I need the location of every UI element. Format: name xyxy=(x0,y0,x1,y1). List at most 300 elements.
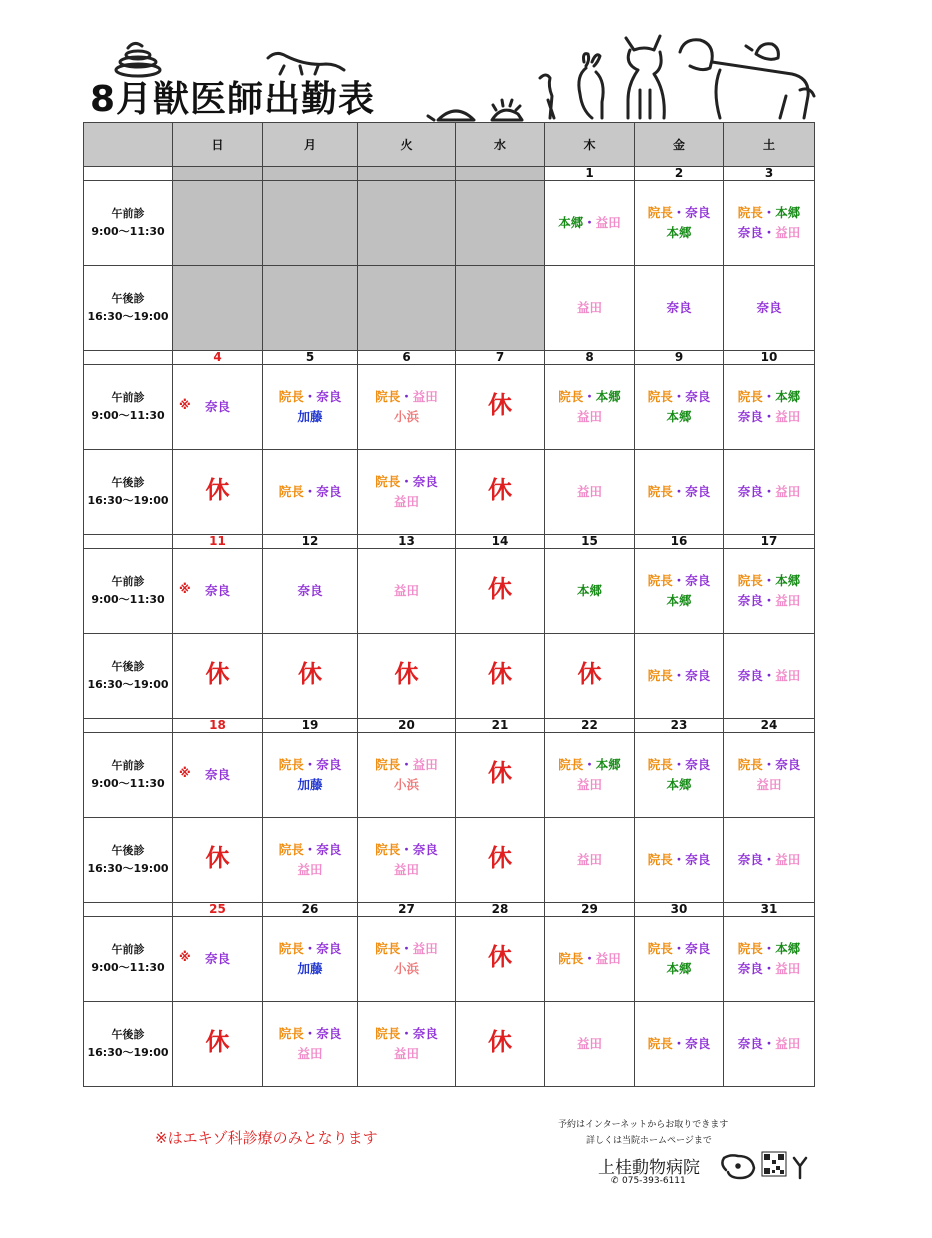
schedule-cell xyxy=(456,917,545,1002)
separator: ・ xyxy=(303,757,317,772)
doctor-name: 本郷 xyxy=(775,941,801,956)
doctor-name: 本郷 xyxy=(595,389,621,404)
am-slot-label xyxy=(84,365,173,450)
doctor-name: 本郷 xyxy=(775,205,801,220)
doctor-name: 奈良 xyxy=(685,484,711,499)
schedule-cell xyxy=(635,733,724,818)
schedule-cell xyxy=(635,450,724,535)
closed-mark: 休 xyxy=(205,1028,230,1056)
schedule-cell xyxy=(456,818,545,903)
weekday-header: 火 xyxy=(358,123,456,167)
closed-mark: 休 xyxy=(577,660,602,688)
separator: ・ xyxy=(583,215,596,230)
doctor-name: 院長 xyxy=(647,668,673,683)
separator: ・ xyxy=(583,757,596,772)
schedule-cell xyxy=(173,450,263,535)
separator: ・ xyxy=(303,941,317,956)
exotic-note: ※はエキゾ科診療のみとなります xyxy=(155,1129,378,1147)
doctor-name: 奈良 xyxy=(316,941,342,956)
schedule-cell xyxy=(545,450,635,535)
schedule-cell xyxy=(358,634,456,719)
schedule-cell xyxy=(263,266,358,351)
clinic-logo xyxy=(720,1148,810,1182)
doctor-name: 院長 xyxy=(737,573,763,588)
date-cell: 28 xyxy=(456,903,545,917)
closed-mark: 休 xyxy=(205,476,230,504)
closed-mark: 休 xyxy=(488,660,512,688)
separator: ・ xyxy=(762,593,776,608)
doctor-name: 小浜 xyxy=(393,777,419,792)
schedule-cell xyxy=(724,365,815,450)
doctor-name: 院長 xyxy=(647,1036,673,1051)
meerkat-icon xyxy=(540,75,554,118)
date-cell: 23 xyxy=(635,719,724,733)
doctor-name: 奈良 xyxy=(297,583,323,598)
cat-icon xyxy=(626,36,664,118)
separator: ・ xyxy=(303,389,317,404)
doctor-name: 院長 xyxy=(737,389,763,404)
schedule-cell xyxy=(635,917,724,1002)
date-cell: 18 xyxy=(173,719,263,733)
schedule-cell xyxy=(545,818,635,903)
doctor-name: 本郷 xyxy=(666,777,692,792)
date-cell: 20 xyxy=(358,719,456,733)
slot-time: 16:30〜19:00 xyxy=(87,494,169,507)
doctor-name: 院長 xyxy=(647,852,673,867)
doctor-name: 本郷 xyxy=(775,389,801,404)
date-cell: 14 xyxy=(456,535,545,549)
doctor-name: 奈良 xyxy=(685,573,711,588)
doctor-name: 奈良 xyxy=(412,1026,438,1041)
separator: ・ xyxy=(303,842,317,857)
date-cell: 30 xyxy=(635,903,724,917)
schedule-cell xyxy=(635,1002,724,1087)
exotic-mark: ※ xyxy=(179,582,191,596)
separator: ・ xyxy=(672,941,686,956)
separator: ・ xyxy=(762,852,776,867)
slot-name: 午後診 xyxy=(111,476,145,489)
slot-time: 16:30〜19:00 xyxy=(87,1046,169,1059)
am-slot-label xyxy=(84,549,173,634)
doctor-name: 本郷 xyxy=(666,409,692,424)
schedule-cell xyxy=(173,1002,263,1087)
doctor-name: 奈良 xyxy=(204,767,230,782)
schedule-cell xyxy=(173,733,263,818)
doctor-name: 奈良 xyxy=(737,852,763,867)
doctor-name: 院長 xyxy=(375,941,401,956)
schedule-cell xyxy=(635,818,724,903)
doctor-name: 奈良 xyxy=(685,852,711,867)
doctor-name: 院長 xyxy=(647,484,673,499)
doctor-name: 益田 xyxy=(595,951,621,966)
schedule-cell xyxy=(545,634,635,719)
date-cell xyxy=(173,167,263,181)
separator: ・ xyxy=(762,573,776,588)
weekday-header: 土 xyxy=(724,123,815,167)
schedule-cell xyxy=(263,181,358,266)
slot-time: 16:30〜19:00 xyxy=(87,862,169,875)
slot-time: 16:30〜19:00 xyxy=(87,310,169,323)
schedule-cell xyxy=(545,917,635,1002)
schedule-cell xyxy=(263,634,358,719)
date-cell xyxy=(358,167,456,181)
slot-name: 午前診 xyxy=(111,759,145,772)
slot-name: 午前診 xyxy=(111,575,145,588)
doctor-name: 院長 xyxy=(558,757,584,772)
rabbit-icon xyxy=(579,54,603,118)
schedule-cell xyxy=(724,634,815,719)
schedule-cell xyxy=(358,365,456,450)
closed-mark: 休 xyxy=(298,660,322,688)
doctor-name: 益田 xyxy=(775,1036,801,1051)
doctor-name: 益田 xyxy=(412,757,438,772)
doctor-name: 益田 xyxy=(775,593,801,608)
doctor-name: 院長 xyxy=(375,474,401,489)
doctor-name: 本郷 xyxy=(666,961,692,976)
doctor-name: 院長 xyxy=(647,573,673,588)
schedule-cell xyxy=(724,450,815,535)
doctor-name: 奈良 xyxy=(204,583,230,598)
date-cell: 11 xyxy=(173,535,263,549)
doctor-name: 院長 xyxy=(375,1026,401,1041)
schedule-cell xyxy=(173,549,263,634)
schedule-cell xyxy=(456,266,545,351)
slot-name: 午前診 xyxy=(111,391,145,404)
doctor-name: 奈良 xyxy=(685,205,711,220)
pm-slot-label xyxy=(84,634,173,719)
am-slot-label xyxy=(84,917,173,1002)
exotic-mark: ※ xyxy=(179,766,191,780)
doctor-name: 益田 xyxy=(576,1036,602,1051)
schedule-cell xyxy=(263,365,358,450)
slot-name: 午後診 xyxy=(111,844,145,857)
separator: ・ xyxy=(400,757,413,772)
closed-mark: 休 xyxy=(205,844,230,872)
doctor-name: 奈良 xyxy=(316,757,342,772)
doctor-name: 院長 xyxy=(278,757,304,772)
doctor-name: 奈良 xyxy=(737,668,763,683)
schedule-cell xyxy=(358,818,456,903)
doctor-name: 益田 xyxy=(576,852,602,867)
am-slot-label xyxy=(84,181,173,266)
doctor-name: 奈良 xyxy=(737,961,763,976)
schedule-cell xyxy=(263,1002,358,1087)
weekday-header: 木 xyxy=(545,123,635,167)
schedule-cell xyxy=(545,549,635,634)
doctor-name: 院長 xyxy=(375,757,401,772)
weekday-header: 日 xyxy=(173,123,263,167)
closed-mark: 休 xyxy=(205,660,230,688)
schedule-cell xyxy=(173,917,263,1002)
doctor-name: 奈良 xyxy=(685,389,711,404)
doctor-name: 奈良 xyxy=(756,300,782,315)
doctor-name: 院長 xyxy=(375,842,401,857)
date-cell: 16 xyxy=(635,535,724,549)
header-corner xyxy=(84,123,173,167)
date-cell: 4 xyxy=(173,351,263,365)
slot-time: 9:00〜11:30 xyxy=(91,961,165,974)
doctor-name: 益田 xyxy=(775,409,801,424)
schedule-cell xyxy=(173,266,263,351)
doctor-name: 本郷 xyxy=(666,593,692,608)
date-cell: 17 xyxy=(724,535,815,549)
schedule-cell xyxy=(456,634,545,719)
closed-mark: 休 xyxy=(394,660,419,688)
schedule-cell xyxy=(545,365,635,450)
doctor-name: 益田 xyxy=(412,389,438,404)
date-cell: 13 xyxy=(358,535,456,549)
doctor-name: 奈良 xyxy=(737,225,763,240)
doctor-name: 益田 xyxy=(756,777,782,792)
clinic-phone: 075-393-6111 xyxy=(622,1176,686,1186)
doctor-name: 院長 xyxy=(278,484,304,499)
weekday-header: 金 xyxy=(635,123,724,167)
schedule-cell xyxy=(456,450,545,535)
separator: ・ xyxy=(762,409,776,424)
date-cell: 27 xyxy=(358,903,456,917)
homepage-note: 詳しくは当院ホームページまで xyxy=(586,1136,712,1146)
separator: ・ xyxy=(400,842,413,857)
separator: ・ xyxy=(672,757,686,772)
schedule-cell xyxy=(724,266,815,351)
separator: ・ xyxy=(303,484,317,499)
schedule-cell xyxy=(456,1002,545,1087)
schedule-cell xyxy=(173,634,263,719)
doctor-name: 本郷 xyxy=(666,225,692,240)
separator: ・ xyxy=(672,852,686,867)
date-cell: 12 xyxy=(263,535,358,549)
schedule-cell xyxy=(456,181,545,266)
snake-icon xyxy=(116,43,160,76)
doctor-name: 益田 xyxy=(297,862,323,877)
doctor-name: 益田 xyxy=(576,484,602,499)
slot-name: 午後診 xyxy=(111,660,145,673)
doctor-name: 奈良 xyxy=(412,474,438,489)
doctor-name: 益田 xyxy=(775,852,801,867)
separator: ・ xyxy=(762,389,776,404)
slot-time: 16:30〜19:00 xyxy=(87,678,169,691)
date-cell: 1 xyxy=(545,167,635,181)
schedule-cell xyxy=(635,266,724,351)
separator: ・ xyxy=(762,961,776,976)
doctor-name: 加藤 xyxy=(297,777,323,792)
doctor-name: 益田 xyxy=(412,941,438,956)
doctor-name: 奈良 xyxy=(685,668,711,683)
schedule-cell xyxy=(724,549,815,634)
separator: ・ xyxy=(672,205,686,220)
separator: ・ xyxy=(400,941,413,956)
separator: ・ xyxy=(762,484,776,499)
date-row-label xyxy=(84,167,173,181)
schedule-cell xyxy=(724,181,815,266)
hedgehog-icon xyxy=(492,100,522,120)
doctor-name: 奈良 xyxy=(412,842,438,857)
doctor-name: 本郷 xyxy=(558,215,584,230)
weekday-header: 月 xyxy=(263,123,358,167)
doctor-name: 加藤 xyxy=(297,961,323,976)
doctor-name: 益田 xyxy=(775,961,801,976)
exotic-mark: ※ xyxy=(179,950,191,964)
date-cell xyxy=(263,167,358,181)
separator: ・ xyxy=(400,389,413,404)
doctor-name: 益田 xyxy=(393,1046,419,1061)
doctor-name: 奈良 xyxy=(204,951,230,966)
separator: ・ xyxy=(762,757,776,772)
doctor-name: 院長 xyxy=(375,389,401,404)
closed-mark: 休 xyxy=(488,759,512,787)
separator: ・ xyxy=(762,941,776,956)
bird-icon xyxy=(746,44,778,60)
doctor-name: 奈良 xyxy=(666,300,692,315)
doctor-name: 本郷 xyxy=(775,573,801,588)
date-cell: 19 xyxy=(263,719,358,733)
doctor-name: 奈良 xyxy=(316,842,342,857)
date-cell: 9 xyxy=(635,351,724,365)
schedule-cell xyxy=(456,733,545,818)
schedule-cell xyxy=(358,549,456,634)
doctor-name: 小浜 xyxy=(393,961,419,976)
schedule-cell xyxy=(635,365,724,450)
slot-time: 9:00〜11:30 xyxy=(91,225,165,238)
doctor-name: 小浜 xyxy=(393,409,419,424)
closed-mark: 休 xyxy=(488,844,512,872)
schedule-cell xyxy=(545,181,635,266)
closed-mark: 休 xyxy=(488,575,512,603)
doctor-name: 益田 xyxy=(576,300,602,315)
doctor-name: 益田 xyxy=(775,484,801,499)
date-row-label xyxy=(84,351,173,365)
doctor-name: 益田 xyxy=(775,668,801,683)
schedule-cell xyxy=(545,733,635,818)
schedule-cell xyxy=(173,365,263,450)
separator: ・ xyxy=(400,474,413,489)
doctor-name: 院長 xyxy=(558,389,584,404)
schedule-cell xyxy=(358,733,456,818)
schedule-cell xyxy=(724,818,815,903)
separator: ・ xyxy=(400,1026,413,1041)
date-cell: 6 xyxy=(358,351,456,365)
doctor-name: 奈良 xyxy=(685,941,711,956)
doctor-name: 益田 xyxy=(393,494,419,509)
separator: ・ xyxy=(762,1036,776,1051)
phone-icon: ✆ xyxy=(611,1176,619,1186)
separator: ・ xyxy=(583,389,596,404)
slot-name: 午後診 xyxy=(111,1028,145,1041)
pm-slot-label xyxy=(84,450,173,535)
doctor-name: 奈良 xyxy=(775,757,801,772)
doctor-name: 奈良 xyxy=(204,399,230,414)
date-cell: 7 xyxy=(456,351,545,365)
date-cell: 15 xyxy=(545,535,635,549)
slot-time: 9:00〜11:30 xyxy=(91,409,165,422)
lizard-icon xyxy=(268,53,344,74)
doctor-name: 益田 xyxy=(775,225,801,240)
am-slot-label xyxy=(84,733,173,818)
doctor-name: 院長 xyxy=(737,941,763,956)
schedule-cell xyxy=(635,549,724,634)
schedule-cell xyxy=(635,634,724,719)
schedule-cell xyxy=(456,365,545,450)
doctor-name: 院長 xyxy=(737,757,763,772)
date-cell: 26 xyxy=(263,903,358,917)
closed-mark: 休 xyxy=(488,1028,512,1056)
doctor-name: 奈良 xyxy=(737,484,763,499)
closed-mark: 休 xyxy=(488,391,512,419)
separator: ・ xyxy=(672,573,686,588)
closed-mark: 休 xyxy=(488,476,512,504)
date-cell: 8 xyxy=(545,351,635,365)
dog-logo-icon xyxy=(722,1155,754,1178)
doctor-name: 益田 xyxy=(595,215,621,230)
date-cell: 25 xyxy=(173,903,263,917)
doctor-name: 奈良 xyxy=(737,593,763,608)
schedule-cell xyxy=(724,1002,815,1087)
date-row-label xyxy=(84,719,173,733)
turtle-icon xyxy=(428,111,474,120)
slot-name: 午前診 xyxy=(111,207,145,220)
date-cell: 10 xyxy=(724,351,815,365)
schedule-cell xyxy=(358,450,456,535)
doctor-name: 院長 xyxy=(647,941,673,956)
doctor-name: 益田 xyxy=(576,777,602,792)
separator: ・ xyxy=(672,484,686,499)
slot-name: 午後診 xyxy=(111,292,145,305)
exotic-mark: ※ xyxy=(179,398,191,412)
date-row-label xyxy=(84,535,173,549)
date-row-label xyxy=(84,903,173,917)
schedule-cell xyxy=(173,818,263,903)
doctor-name: 院長 xyxy=(737,205,763,220)
doctor-name: 院長 xyxy=(558,951,584,966)
schedule-cell xyxy=(263,549,358,634)
doctor-name: 奈良 xyxy=(316,1026,342,1041)
separator: ・ xyxy=(672,668,686,683)
slot-time: 9:00〜11:30 xyxy=(91,593,165,606)
schedule-cell xyxy=(358,917,456,1002)
doctor-name: 奈良 xyxy=(685,1036,711,1051)
dog-icon xyxy=(680,40,814,118)
weekday-header: 水 xyxy=(456,123,545,167)
date-cell: 22 xyxy=(545,719,635,733)
date-cell: 29 xyxy=(545,903,635,917)
date-cell: 3 xyxy=(724,167,815,181)
separator: ・ xyxy=(672,389,686,404)
separator: ・ xyxy=(762,205,776,220)
schedule-cell xyxy=(358,266,456,351)
date-cell: 5 xyxy=(263,351,358,365)
doctor-name: 益田 xyxy=(393,862,419,877)
clinic-name: 上桂動物病院 xyxy=(598,1158,700,1178)
schedule-cell xyxy=(358,1002,456,1087)
slot-name: 午前診 xyxy=(111,943,145,956)
doctor-name: 奈良 xyxy=(316,389,342,404)
pm-slot-label xyxy=(84,818,173,903)
schedule-cell xyxy=(358,181,456,266)
schedule-cell xyxy=(545,266,635,351)
pm-slot-label xyxy=(84,266,173,351)
doctor-name: 益田 xyxy=(393,583,419,598)
schedule-cell xyxy=(635,181,724,266)
doctor-name: 奈良 xyxy=(737,1036,763,1051)
doctor-name: 奈良 xyxy=(737,409,763,424)
doctor-name: 本郷 xyxy=(576,583,602,598)
schedule-cell xyxy=(263,818,358,903)
doctor-name: 益田 xyxy=(297,1046,323,1061)
date-cell: 31 xyxy=(724,903,815,917)
doctor-name: 益田 xyxy=(576,409,602,424)
closed-mark: 休 xyxy=(488,943,512,971)
date-cell: 21 xyxy=(456,719,545,733)
